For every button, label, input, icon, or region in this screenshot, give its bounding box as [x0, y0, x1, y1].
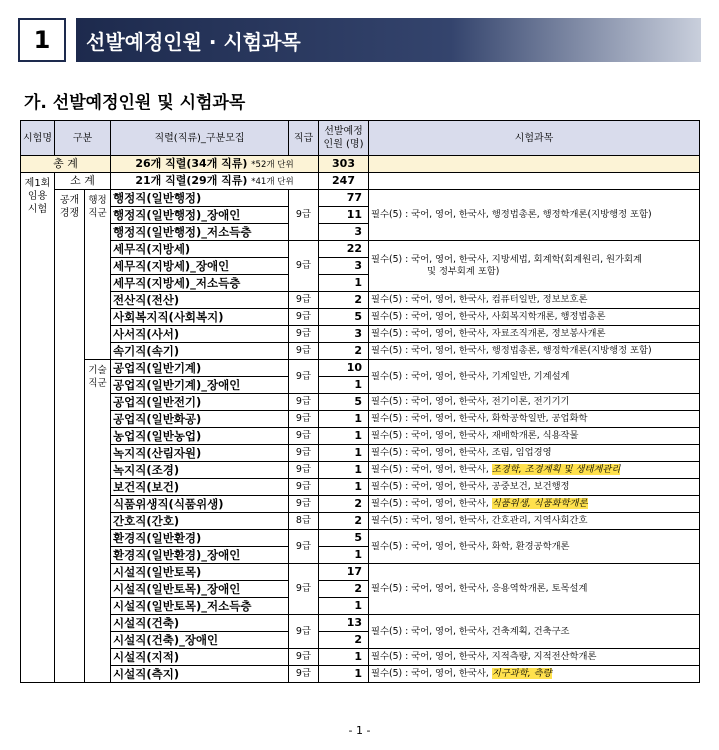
- header-subjects: 시험과목: [369, 121, 700, 156]
- subtotal-count: 247: [319, 173, 369, 190]
- job-group-label: 기술 직군: [85, 360, 111, 683]
- job-name: 세무직(지방세)_장애인: [111, 258, 289, 275]
- job-name: 시설직(지적): [111, 649, 289, 666]
- count: 2: [319, 632, 369, 649]
- job-name: 녹지직(산림자원): [111, 445, 289, 462]
- table-row: [21, 190, 700, 207]
- count: 3: [319, 258, 369, 275]
- table-row: [21, 496, 700, 513]
- job-name: 식품위생직(식품위생): [111, 496, 289, 513]
- count: 1: [319, 598, 369, 615]
- table-row: [21, 360, 700, 377]
- table-row: [21, 564, 700, 581]
- job-name: 시설직(일반토목)_장애인: [111, 581, 289, 598]
- count: 1: [319, 462, 369, 479]
- subjects: 필수(5) : 국어, 영어, 한국사, 지방세법, 회계학(회계원리, 원가회계 및 정부회계 포함): [369, 241, 700, 292]
- table-row: [21, 649, 700, 666]
- grade: 9급: [289, 326, 319, 343]
- table-row: [21, 394, 700, 411]
- grade: 9급: [289, 496, 319, 513]
- subjects: 필수(5) : 국어, 영어, 한국사, 재배학개론, 식용작물: [369, 428, 700, 445]
- count: 1: [319, 411, 369, 428]
- count: 3: [319, 326, 369, 343]
- grade: 9급: [289, 428, 319, 445]
- total-count: 303: [319, 156, 369, 173]
- count: 2: [319, 581, 369, 598]
- count: 5: [319, 530, 369, 547]
- count: 5: [319, 309, 369, 326]
- total-subjects: [369, 156, 700, 173]
- total-row: [21, 156, 700, 173]
- total-label: 총 계: [21, 156, 111, 173]
- table-row: [21, 428, 700, 445]
- subjects: 필수(5) : 국어, 영어, 한국사, 화학, 환경공학개론: [369, 530, 700, 564]
- job-name: 시설직(측지): [111, 666, 289, 683]
- job-name: 시설직(건축): [111, 615, 289, 632]
- highlighted-subjects: 지구과학, 측량: [491, 668, 552, 679]
- subjects: 필수(5) : 국어, 영어, 한국사, 전기이론, 전기기기: [369, 394, 700, 411]
- job-name: 속기직(속기): [111, 343, 289, 360]
- table-row: [21, 326, 700, 343]
- subjects: 필수(5) : 국어, 영어, 한국사, 사회복지학개론, 행정법총론: [369, 309, 700, 326]
- count: 10: [319, 360, 369, 377]
- table-row: [21, 343, 700, 360]
- subtotal-row: [21, 173, 700, 190]
- job-name: 공업직(일반전기): [111, 394, 289, 411]
- count: 17: [319, 564, 369, 581]
- table-row: [21, 513, 700, 530]
- job-group-label: 행정 직군: [85, 190, 111, 360]
- grade: 9급: [289, 190, 319, 241]
- grade: 9급: [289, 411, 319, 428]
- subtotal-subjects: [369, 173, 700, 190]
- table-row: [21, 309, 700, 326]
- subtotal-text: 21개 직렬(29개 직류) *41개 단위: [111, 173, 319, 190]
- header-category: 구분: [55, 121, 111, 156]
- open-competition-label: 공개 경쟁: [55, 190, 85, 683]
- grade: 9급: [289, 666, 319, 683]
- total-text: 26개 직렬(34개 직류) *52개 단위: [111, 156, 319, 173]
- table-row: [21, 666, 700, 683]
- section-title: 선발예정인원 · 시험과목: [76, 18, 701, 62]
- count: 2: [319, 343, 369, 360]
- table-row: [21, 241, 700, 258]
- job-name: 전산직(전산): [111, 292, 289, 309]
- job-name: 환경직(일반환경): [111, 530, 289, 547]
- grade: 9급: [289, 241, 319, 292]
- count: 22: [319, 241, 369, 258]
- count: 2: [319, 513, 369, 530]
- highlighted-subjects: 조경학, 조경계획 및 생태계관리: [491, 464, 621, 475]
- count: 11: [319, 207, 369, 224]
- table-row: [21, 445, 700, 462]
- subjects: 필수(5) : 국어, 영어, 한국사, 조림, 임업경영: [369, 445, 700, 462]
- job-name: 시설직(일반토목)_저소득층: [111, 598, 289, 615]
- count: 1: [319, 479, 369, 496]
- job-name: 환경직(일반환경)_장애인: [111, 547, 289, 564]
- count: 2: [319, 292, 369, 309]
- subjects: 필수(5) : 국어, 영어, 한국사, 조경학, 조경계획 및 생태계관리: [369, 462, 700, 479]
- subjects: 필수(5) : 국어, 영어, 한국사, 지구과학, 측량: [369, 666, 700, 683]
- grade: 9급: [289, 292, 319, 309]
- grade: 9급: [289, 564, 319, 615]
- grade: 8급: [289, 513, 319, 530]
- table-row: [21, 292, 700, 309]
- count: 1: [319, 666, 369, 683]
- count: 1: [319, 649, 369, 666]
- subsection-title: 가. 선발예정인원 및 시험과목: [24, 93, 246, 113]
- table-row: [21, 479, 700, 496]
- section-number: 1: [18, 18, 66, 62]
- job-name: 시설직(건축)_장애인: [111, 632, 289, 649]
- job-name: 공업직(일반기계)_장애인: [111, 377, 289, 394]
- grade: 9급: [289, 394, 319, 411]
- recruitment-table: [20, 120, 700, 683]
- grade: 9급: [289, 360, 319, 394]
- count: 3: [319, 224, 369, 241]
- count: 13: [319, 615, 369, 632]
- count: 1: [319, 377, 369, 394]
- table-header-row: [21, 121, 700, 156]
- grade: 9급: [289, 649, 319, 666]
- grade: 9급: [289, 343, 319, 360]
- table-row: [21, 615, 700, 632]
- table-row: [21, 530, 700, 547]
- job-name: 공업직(일반화공): [111, 411, 289, 428]
- header-exam: 시험명: [21, 121, 55, 156]
- subjects: 필수(5) : 국어, 영어, 한국사, 행정법총론, 행정학개론(지방행정 포함): [369, 343, 700, 360]
- job-name: 공업직(일반기계): [111, 360, 289, 377]
- job-name: 농업직(일반농업): [111, 428, 289, 445]
- job-name: 사회복지직(사회복지): [111, 309, 289, 326]
- page-number: - 1 -: [348, 724, 371, 737]
- subtotal-label: 소 계: [55, 173, 111, 190]
- job-name: 보건직(보건): [111, 479, 289, 496]
- subjects: 필수(5) : 국어, 영어, 한국사, 기계일반, 기계설계: [369, 360, 700, 394]
- count: 1: [319, 445, 369, 462]
- highlighted-subjects: 식품위생, 식품화학개론: [491, 498, 588, 509]
- job-name: 행정직(일반행정)_장애인: [111, 207, 289, 224]
- subjects: 필수(5) : 국어, 영어, 한국사, 공중보건, 보건행정: [369, 479, 700, 496]
- subjects-continued: 및 정부회계 포함): [427, 266, 500, 277]
- job-name: 간호직(간호): [111, 513, 289, 530]
- count: 1: [319, 547, 369, 564]
- job-name: 시설직(일반토목): [111, 564, 289, 581]
- job-name: 행정직(일반행정)_저소득층: [111, 224, 289, 241]
- subjects: 필수(5) : 국어, 영어, 한국사, 식품위생, 식품화학개론: [369, 496, 700, 513]
- count: 1: [319, 428, 369, 445]
- job-name: 세무직(지방세)_저소득층: [111, 275, 289, 292]
- grade: 9급: [289, 309, 319, 326]
- subjects: 필수(5) : 국어, 영어, 한국사, 지적측량, 지적전산학개론: [369, 649, 700, 666]
- job-name: 행정직(일반행정): [111, 190, 289, 207]
- subjects: 필수(5) : 국어, 영어, 한국사, 간호관리, 지역사회간호: [369, 513, 700, 530]
- header-count: 선발예정 인원 (명): [319, 121, 369, 156]
- header-grade: 직급: [289, 121, 319, 156]
- grade: 9급: [289, 445, 319, 462]
- grade: 9급: [289, 615, 319, 649]
- count: 77: [319, 190, 369, 207]
- subjects: 필수(5) : 국어, 영어, 한국사, 화학공학일반, 공업화학: [369, 411, 700, 428]
- exam-name: 제1회 임용 시험: [21, 173, 55, 683]
- subjects: 필수(5) : 국어, 영어, 한국사, 건축계획, 건축구조: [369, 615, 700, 649]
- count: 5: [319, 394, 369, 411]
- subjects: 필수(5) : 국어, 영어, 한국사, 컴퓨터일반, 정보보호론: [369, 292, 700, 309]
- subjects: 필수(5) : 국어, 영어, 한국사, 응용역학개론, 토목설계: [369, 564, 700, 615]
- count: 2: [319, 496, 369, 513]
- table-row: [21, 462, 700, 479]
- count: 1: [319, 275, 369, 292]
- grade: 9급: [289, 462, 319, 479]
- subjects: 필수(5) : 국어, 영어, 한국사, 행정법총론, 행정학개론(지방행정 포함): [369, 190, 700, 241]
- section-header: [18, 18, 701, 64]
- grade: 9급: [289, 530, 319, 564]
- subjects: 필수(5) : 국어, 영어, 한국사, 자료조직개론, 정보봉사개론: [369, 326, 700, 343]
- job-name: 녹지직(조경): [111, 462, 289, 479]
- table-row: [21, 411, 700, 428]
- job-name: 세무직(지방세): [111, 241, 289, 258]
- grade: 9급: [289, 479, 319, 496]
- header-job: 직렬(직류)_구분모집: [111, 121, 289, 156]
- job-name: 사서직(사서): [111, 326, 289, 343]
